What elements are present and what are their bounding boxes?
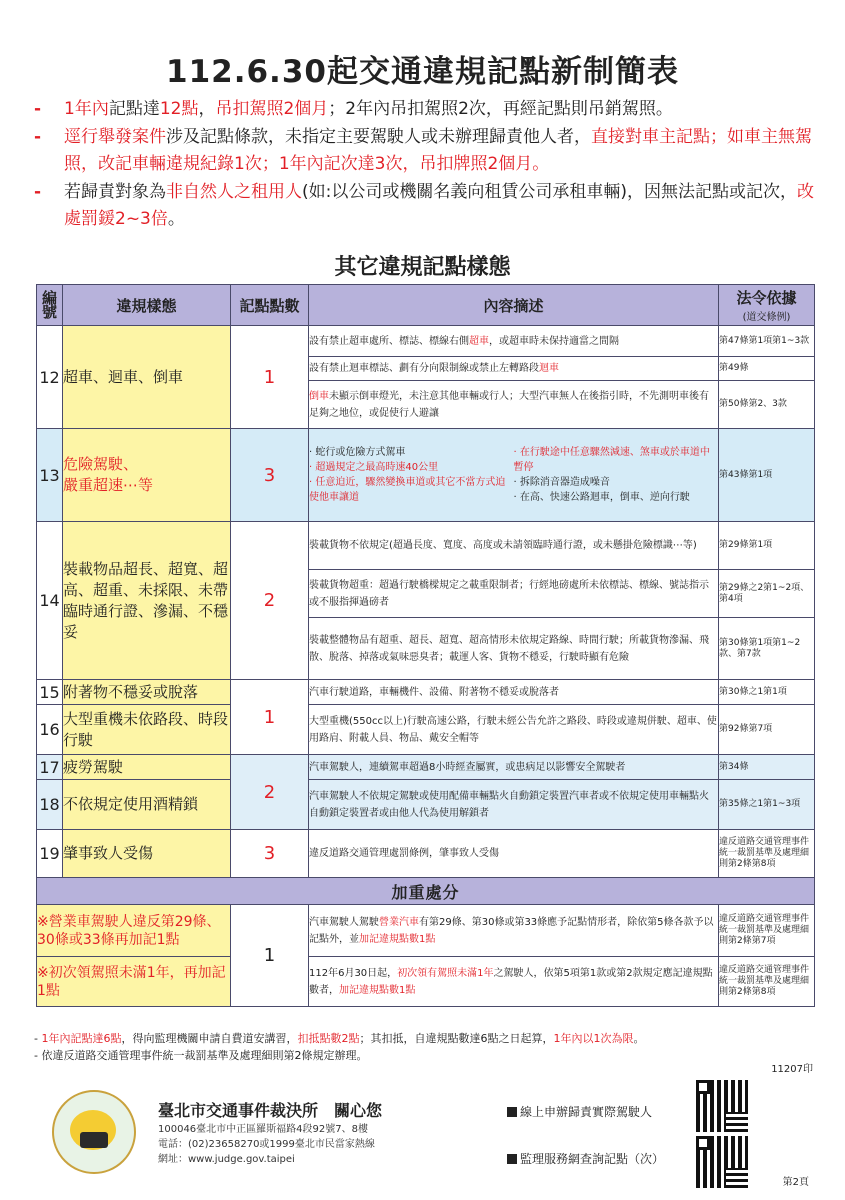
list-item: ‧ 任意迫近，驟然變換車道或其它不當方式迫使他車讓道: [309, 477, 506, 503]
bullet-icon: -: [34, 99, 42, 119]
extra-header: 加重處分: [37, 878, 815, 905]
row-number: 12: [37, 326, 63, 429]
row-number: 18: [37, 780, 63, 830]
page-title: 112.6.30起交通違規記點新制簡表: [166, 54, 679, 90]
violation-type: 不依規定使用酒精鎖: [63, 780, 231, 830]
row-number: 17: [37, 755, 63, 780]
law-cell: 第35條之1第1~3項: [719, 780, 815, 830]
extra-header-row: [37, 878, 815, 905]
list-item: ‧ 超過規定之最高時速40公里: [309, 462, 439, 473]
violation-type: 附著物不穩妥或脫落: [63, 680, 231, 705]
table-row: [37, 957, 815, 1007]
law-cell: 第34條: [719, 755, 815, 780]
law-cell: 第50條第2、3款: [719, 381, 815, 429]
table-row: [37, 429, 815, 522]
content-cell: 違反道路交通管理處罰條例，肇事致人受傷: [309, 830, 719, 878]
table-row: [37, 326, 815, 357]
content-cell: 汽車駕駛人不依規定駕駛或使用配備車輛點火自動鎖定裝置汽車者或不依規定使用車輛點火自動鎖定裝置者或由他人代為使用解鎖者: [309, 780, 719, 830]
agency-contact: [158, 1122, 375, 1167]
note-1: - 1年內記點達6點，得向監理機關申請自費道安講習，扣抵點數2點；其扣抵，自違規點數達6點之日起算，1年內以1次為限。: [34, 1032, 645, 1045]
law-cell: 第49條: [719, 357, 815, 381]
points-value: 1: [231, 905, 309, 1007]
points-value: 1: [231, 326, 309, 429]
page-number: 第2頁: [782, 1177, 809, 1188]
violation-type: 疲勞駕駛: [63, 755, 231, 780]
content-cell: 倒車未顯示倒車燈光，未注意其他車輛或行人；大型汽車無人在後指引時，不先測明車後有足夠之地位，或促使行人避讓: [309, 381, 719, 429]
agency-phone: 電話：(02)23658270或1999臺北市民當家熱線: [158, 1139, 375, 1150]
points-value: 3: [231, 830, 309, 878]
law-cell: 第29條之2第1~2項、第4項: [719, 570, 815, 618]
table-header-row: [37, 285, 815, 326]
row-number: 16: [37, 705, 63, 755]
table-row: [37, 522, 815, 570]
header-law: 法令依據 (道交條例): [719, 285, 815, 326]
content-cell: 裝載貨物不依規定(超過長度、寬度、高度或未請領臨時通行證，或未懸掛危險標識⋯等): [309, 522, 719, 570]
law-cell: 第30條第1項第1~2款、第7款: [719, 618, 815, 680]
violation-type: 肇事致人受傷: [63, 830, 231, 878]
law-cell: 違反道路交通管理事件統一裁罰基準及處理細則第2條第8項: [719, 957, 815, 1007]
header-type: 違規樣態: [63, 285, 231, 326]
points-value: 2: [231, 522, 309, 680]
content-cell: 裝載整體物品有超重、超長、超寬、超高情形未依規定路線、時間行駛；所載貨物滲漏、飛散、脫落、掉落或氣味惡臭者；載運人客、貨物不穩妥，行駛時顯有危險: [309, 618, 719, 680]
table-row: [37, 830, 815, 878]
law-cell: 違反道路交通管理事件統一裁罰基準及處理細則第2條第8項: [719, 830, 815, 878]
header-content: 內容摘述: [309, 285, 719, 326]
table-row: [37, 755, 815, 780]
content-cell: 設有禁止迴車標誌、劃有分向限制線或禁止左轉路段迴車: [309, 357, 719, 381]
header-points: 記點點數: [231, 285, 309, 326]
violation-type: 裝載物品超長、超寬、超高、超重、未採限、未帶臨時通行證、滲漏、不穩妥: [63, 522, 231, 680]
law-cell: 第92條第7項: [719, 705, 815, 755]
qr-code-icon[interactable]: [696, 1080, 748, 1132]
content-cell: 112年6月30日起，初次領有駕照未滿1年之駕駛人，依第5項第1款或第2款規定應記違規點數者，加記違規點數1點: [309, 957, 719, 1007]
content-cell: 汽車駕駛人，連續駕車超過8小時經查屬實，或患病足以影響安全駕駛者: [309, 755, 719, 780]
intro-rules: [34, 96, 824, 234]
violation-type: 大型重機未依路段、時段行駛: [63, 705, 231, 755]
row-number: 13: [37, 429, 63, 522]
list-item: ‧ 在行駛途中任意驟然減速、煞車或於車道中暫停: [513, 447, 710, 473]
content-cell: 設有禁止超車處所、標誌、標線右側超車，或超車時未保持適當之間隔: [309, 326, 719, 357]
table-row: [37, 780, 815, 830]
agency-website[interactable]: 網址：www.judge.gov.taipei: [158, 1154, 295, 1165]
list-item: ‧ 在高、快速公路迴車，倒車、逆向行駛: [513, 492, 690, 503]
extra-type: ※初次領駕照未滿1年，再加記1點: [37, 957, 231, 1007]
content-list-right: [514, 445, 719, 505]
intro-rule-3: - 若歸責對象為非自然人之租用人(如:以公司或機關名義向租賃公司承租車輛)，因無法記點或記次，改處罰鍰2~3倍。: [34, 179, 824, 233]
print-code: 11207印: [771, 1064, 813, 1075]
content-cell: 裝載貨物超重：超過行駛橋樑規定之載重限制者；行經地磅處所未依標誌、標線、號誌指示或不服指揮過磅者: [309, 570, 719, 618]
violation-type: 危險駕駛、 嚴重超速⋯等: [63, 429, 231, 522]
points-value: 3: [231, 429, 309, 522]
content-cell: 汽車駕駛人駕駛營業汽車有第29條、第30條或第33條應予記點情形者，除依第5條各款予以記點外，並加記違規點數1點: [309, 905, 719, 957]
table-row: [37, 705, 815, 755]
bullet-icon: -: [34, 182, 42, 202]
content-cell: [309, 429, 719, 522]
square-icon: [507, 1107, 517, 1117]
service-link-2[interactable]: 監理服務網查詢記點（次）: [507, 1150, 664, 1167]
law-cell: 第47條第1項第1~3款: [719, 326, 815, 357]
row-number: 14: [37, 522, 63, 680]
extra-type: ※營業車駕駛人違反第29條、30條或33條再加記1點: [37, 905, 231, 957]
law-cell: 第30條之1第1項: [719, 680, 815, 705]
content-cell: 大型重機(550cc以上)行駛高速公路，行駛未經公告允許之路段、時段或違規併駛、超車、使用路肩、附載人員、物品、戴安全帽等: [309, 705, 719, 755]
note-2: - 依違反道路交通管理事件統一裁罰基準及處理細則第2條規定辦理。: [34, 1049, 368, 1062]
violation-table: [36, 284, 814, 1027]
law-cell: 違反道路交通管理事件統一裁罰基準及處理細則第2條第7項: [719, 905, 815, 957]
points-value: 2: [231, 755, 309, 830]
agency-name: 臺北市交通事件裁決所 關心您: [158, 1101, 383, 1120]
table-row: [37, 680, 815, 705]
service-link-1[interactable]: 線上申辦歸責實際駕駛人: [507, 1103, 652, 1120]
list-item: ‧ 蛇行或危險方式駕車: [309, 447, 406, 458]
section-title: 其它違規記點樣態: [334, 255, 511, 280]
intro-rule-1: - 1年內記點達12點，吊扣駕照2個月；2年內吊扣駕照2次，再經記點則吊銷駕照。: [34, 96, 824, 123]
table-row: [37, 905, 815, 957]
header-num: 編號: [37, 285, 63, 326]
points-value: 1: [231, 680, 309, 755]
square-icon: [507, 1154, 517, 1164]
list-item: ‧ 拆除消音器造成噪音: [513, 477, 610, 488]
violation-type: 超車、迴車、倒車: [63, 326, 231, 429]
agency-logo-icon: [52, 1090, 136, 1174]
qr-code-icon[interactable]: [696, 1136, 748, 1188]
row-number: 15: [37, 680, 63, 705]
notes: [34, 1030, 824, 1064]
intro-rule-2: - 逕行舉發案件涉及記點條款，未指定主要駕駛人或未辦理歸責他人者，直接對車主記點；如車主無駕照，改記車輛違規紀錄1次；1年內記次達3次，吊扣牌照2個月。: [34, 124, 824, 178]
content-list-left: [309, 445, 514, 505]
bullet-icon: -: [34, 127, 42, 147]
row-number: 19: [37, 830, 63, 878]
law-cell: 第29條第1項: [719, 522, 815, 570]
content-cell: 汽車行駛道路，車輛機件、設備、附著物不穩妥或脫落者: [309, 680, 719, 705]
agency-address: 100046臺北市中正區羅斯福路4段92號7、8樓: [158, 1124, 368, 1135]
law-cell: 第43條第1項: [719, 429, 815, 522]
